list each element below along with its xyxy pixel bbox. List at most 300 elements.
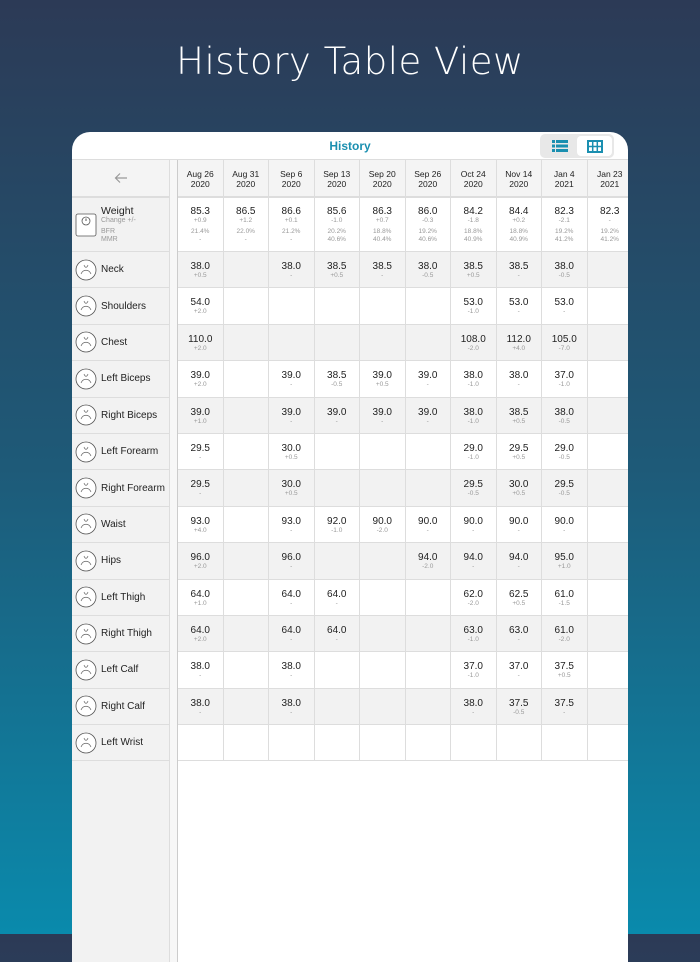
- date-year: 2020: [509, 179, 529, 189]
- table-cell[interactable]: [497, 725, 543, 760]
- date-header[interactable]: [315, 160, 361, 196]
- table-cell[interactable]: [497, 616, 543, 651]
- table-cell[interactable]: [588, 543, 629, 578]
- cell-change: -: [199, 453, 202, 461]
- date-header[interactable]: [224, 160, 270, 196]
- table-cell[interactable]: [588, 325, 629, 360]
- row-label-right-thigh[interactable]: [72, 616, 169, 652]
- cell-value: 38.5: [327, 370, 347, 382]
- weight-bfr: 18.8%: [509, 228, 528, 235]
- body-part-icon: [75, 732, 97, 754]
- measurement-label: [72, 252, 124, 287]
- cell-change: -1.0: [467, 672, 479, 680]
- table-cell[interactable]: [406, 543, 452, 578]
- date-header[interactable]: [406, 160, 452, 196]
- table-cell[interactable]: [360, 725, 406, 760]
- weight-cell[interactable]: [360, 198, 406, 251]
- row-label-chest[interactable]: [72, 325, 169, 361]
- measurement-label: [72, 652, 138, 687]
- table-cell[interactable]: [315, 725, 361, 760]
- table-cell[interactable]: [451, 252, 497, 287]
- table-cell[interactable]: [178, 398, 224, 433]
- table-cell[interactable]: [406, 580, 452, 615]
- table-cell[interactable]: [406, 434, 452, 469]
- table-cell[interactable]: [588, 580, 629, 615]
- history-card: [72, 132, 628, 962]
- table-cell[interactable]: [224, 616, 270, 651]
- table-cell[interactable]: [269, 725, 315, 760]
- table-cell[interactable]: [178, 580, 224, 615]
- cell-value: 53.0: [463, 297, 483, 309]
- cell-change: +0.5: [512, 417, 526, 425]
- cell-value: 39.0: [418, 370, 438, 382]
- cell-change: -: [563, 526, 566, 534]
- table-cell[interactable]: [451, 507, 497, 542]
- table-cell[interactable]: [178, 689, 224, 724]
- table-cell[interactable]: [360, 616, 406, 651]
- cell-value: 64.0: [327, 624, 347, 636]
- table-cell[interactable]: [360, 252, 406, 287]
- weight-bfr: 18.8%: [464, 228, 483, 235]
- table-cell[interactable]: [542, 507, 588, 542]
- table-cell[interactable]: [224, 361, 270, 396]
- weight-value: 85.6: [327, 206, 347, 217]
- row-label-waist[interactable]: [72, 507, 169, 543]
- date-year: 2020: [418, 179, 438, 189]
- weight-change: +0.7: [375, 217, 389, 224]
- weight-cell[interactable]: [497, 198, 543, 251]
- table-cell[interactable]: [178, 543, 224, 578]
- table-cell[interactable]: [360, 361, 406, 396]
- weight-cell[interactable]: [315, 198, 361, 251]
- cell-value: 37.5: [554, 697, 574, 709]
- measurement-label: [72, 434, 158, 469]
- cell-change: +1.0: [193, 417, 207, 425]
- table-cell[interactable]: [542, 543, 588, 578]
- date-header[interactable]: [451, 160, 497, 196]
- weight-mmr: 41.2%: [600, 236, 619, 243]
- table-cell[interactable]: [406, 470, 452, 505]
- table-cell[interactable]: [315, 689, 361, 724]
- cell-value: 38.0: [554, 261, 574, 272]
- table-cell[interactable]: [497, 252, 543, 287]
- table-cell[interactable]: [497, 361, 543, 396]
- table-cell[interactable]: [360, 288, 406, 323]
- cell-change: -: [426, 417, 429, 425]
- table-cell[interactable]: [360, 652, 406, 687]
- table-cell[interactable]: [178, 288, 224, 323]
- table-cell[interactable]: [224, 252, 270, 287]
- cell-value: 39.0: [190, 406, 210, 418]
- measurement-row-right-forearm: [178, 470, 628, 506]
- table-cell[interactable]: [269, 543, 315, 578]
- cell-value: 112.0: [506, 333, 531, 345]
- cell-value: 29.5: [509, 442, 529, 454]
- table-cell[interactable]: [406, 689, 452, 724]
- table-cell[interactable]: [588, 689, 629, 724]
- table-cell[interactable]: [178, 434, 224, 469]
- measurement-row-chest: [178, 325, 628, 361]
- table-cell[interactable]: [406, 288, 452, 323]
- weight-mmr: -: [244, 236, 247, 243]
- date-day: Sep 26: [414, 169, 442, 179]
- cell-change: -: [290, 599, 293, 607]
- cell-change: -2.0: [376, 526, 388, 534]
- table-cell[interactable]: [497, 507, 543, 542]
- table-cell[interactable]: [451, 288, 497, 323]
- weight-sub2: BFR: [101, 228, 115, 235]
- table-cell[interactable]: [497, 398, 543, 433]
- cell-change: -1.0: [467, 417, 479, 425]
- table-cell[interactable]: [588, 507, 629, 542]
- table-cell[interactable]: [360, 580, 406, 615]
- measurement-label: [72, 543, 121, 578]
- cell-change: -: [517, 526, 520, 534]
- table-cell[interactable]: [224, 288, 270, 323]
- cell-value: 90.0: [463, 515, 483, 527]
- cell-value: 64.0: [281, 588, 301, 600]
- table-cell[interactable]: [497, 470, 543, 505]
- table-cell[interactable]: [224, 470, 270, 505]
- cell-value: 29.5: [554, 479, 574, 491]
- table-cell[interactable]: [406, 616, 452, 651]
- measurement-label: [72, 325, 127, 360]
- table-cell[interactable]: [542, 689, 588, 724]
- left-wrist-label: Left Wrist: [101, 737, 144, 749]
- table-cell[interactable]: [315, 361, 361, 396]
- cell-change: +4.0: [193, 526, 207, 534]
- table-cell[interactable]: [588, 288, 629, 323]
- table-cell[interactable]: [406, 252, 452, 287]
- cell-change: +2.0: [193, 381, 207, 389]
- cell-value: 53.0: [554, 297, 574, 309]
- cell-change: -: [517, 381, 520, 389]
- date-day: Sep 6: [280, 169, 303, 179]
- table-cell[interactable]: [497, 288, 543, 323]
- table-cell[interactable]: [178, 470, 224, 505]
- table-cell[interactable]: [224, 725, 270, 760]
- weight-value: 86.6: [281, 206, 301, 217]
- table-cell[interactable]: [360, 434, 406, 469]
- cell-change: -1.0: [467, 308, 479, 316]
- list-icon: [552, 140, 568, 152]
- date-year: 2021: [600, 179, 620, 189]
- table-cell[interactable]: [315, 288, 361, 323]
- row-label-left-thigh[interactable]: [72, 580, 169, 616]
- table-cell[interactable]: [588, 398, 629, 433]
- table-cell[interactable]: [588, 252, 629, 287]
- table-cell[interactable]: [269, 361, 315, 396]
- page-headline: History Table View: [176, 40, 524, 83]
- table-cell[interactable]: [588, 725, 629, 760]
- date-header[interactable]: [178, 160, 224, 196]
- back-button[interactable]: [72, 160, 169, 198]
- date-header-row: [178, 160, 628, 198]
- table-cell[interactable]: [542, 288, 588, 323]
- date-day: Aug 26: [186, 169, 214, 179]
- cell-value: 38.0: [190, 661, 210, 673]
- cell-value: 61.0: [554, 624, 574, 636]
- table-cell[interactable]: [315, 252, 361, 287]
- table-cell[interactable]: [542, 361, 588, 396]
- cell-value: 63.0: [509, 624, 529, 636]
- table-cell[interactable]: [269, 288, 315, 323]
- measurement-row-left-wrist: [178, 725, 628, 761]
- cell-change: -: [290, 272, 293, 279]
- cell-value: 37.5: [554, 661, 574, 673]
- cell-change: -: [381, 417, 384, 425]
- cell-change: -: [472, 708, 475, 716]
- measurement-row-waist: [178, 507, 628, 543]
- weight-value: 82.3: [600, 206, 620, 217]
- cell-change: -: [290, 635, 293, 643]
- table-cell[interactable]: [451, 470, 497, 505]
- table-cell[interactable]: [360, 470, 406, 505]
- table-cell[interactable]: [542, 616, 588, 651]
- weight-sub3: MMR: [101, 236, 118, 243]
- table-cell[interactable]: [178, 725, 224, 760]
- cell-value: 39.0: [372, 370, 392, 382]
- table-cell[interactable]: [315, 434, 361, 469]
- table-cell[interactable]: [224, 325, 270, 360]
- table-cell[interactable]: [315, 543, 361, 578]
- table-cell[interactable]: [178, 325, 224, 360]
- cell-change: -: [517, 272, 520, 279]
- row-label-neck[interactable]: [72, 252, 169, 288]
- table-cell[interactable]: [315, 470, 361, 505]
- table-cell[interactable]: [542, 652, 588, 687]
- date-day: Jan 4: [553, 169, 575, 179]
- cell-change: -1.0: [331, 526, 343, 534]
- weight-cell[interactable]: [451, 198, 497, 251]
- table-cell[interactable]: [542, 325, 588, 360]
- table-cell[interactable]: [451, 434, 497, 469]
- table-cell[interactable]: [542, 725, 588, 760]
- left-biceps-label: Left Biceps: [101, 373, 151, 385]
- row-label-left-forearm[interactable]: [72, 434, 169, 470]
- table-cell[interactable]: [360, 325, 406, 360]
- weight-bfr: 19.2%: [418, 228, 437, 235]
- cell-value: 54.0: [190, 297, 210, 309]
- table-cell[interactable]: [315, 616, 361, 651]
- table-cell[interactable]: [451, 616, 497, 651]
- measurement-label: [72, 725, 143, 760]
- table-cell[interactable]: [451, 689, 497, 724]
- table-cell[interactable]: [588, 616, 629, 651]
- table-cell[interactable]: [224, 507, 270, 542]
- date-header[interactable]: [588, 160, 629, 196]
- cell-value: 39.0: [418, 406, 438, 418]
- table-cell[interactable]: [315, 580, 361, 615]
- table-cell[interactable]: [178, 252, 224, 287]
- date-day: Sep 13: [323, 169, 351, 179]
- cell-value: 38.5: [372, 261, 392, 272]
- weight-cell[interactable]: [588, 198, 629, 251]
- weight-change: +0.2: [512, 217, 526, 224]
- body-part-icon: [75, 331, 97, 353]
- body-part-icon: [75, 695, 97, 717]
- table-cell[interactable]: [451, 652, 497, 687]
- cell-value: 94.0: [509, 552, 529, 564]
- row-label-right-calf[interactable]: [72, 689, 169, 725]
- table-cell[interactable]: [224, 689, 270, 724]
- table-cell[interactable]: [224, 580, 270, 615]
- row-label-left-biceps[interactable]: [72, 361, 169, 397]
- grid-view-button[interactable]: [577, 136, 612, 156]
- cell-change: -: [426, 526, 429, 534]
- weight-mmr: 40.9%: [509, 236, 528, 243]
- table-cell[interactable]: [542, 434, 588, 469]
- table-cell[interactable]: [451, 398, 497, 433]
- cell-change: -0.5: [422, 272, 434, 279]
- table-cell[interactable]: [315, 325, 361, 360]
- date-header[interactable]: [497, 160, 543, 196]
- table-cell[interactable]: [588, 470, 629, 505]
- weight-title: Weight: [101, 205, 134, 217]
- table-cell[interactable]: [315, 398, 361, 433]
- date-day: Nov 14: [505, 169, 533, 179]
- table-cell[interactable]: [178, 507, 224, 542]
- date-year: 2020: [190, 179, 210, 189]
- column-divider: [170, 160, 178, 962]
- weight-mmr: -: [199, 236, 202, 243]
- table-cell[interactable]: [588, 652, 629, 687]
- table-cell[interactable]: [497, 652, 543, 687]
- table-cell[interactable]: [451, 325, 497, 360]
- table-cell[interactable]: [224, 652, 270, 687]
- cell-value: 38.0: [281, 697, 301, 709]
- weight-bfr: 21.2%: [282, 228, 301, 235]
- table-cell[interactable]: [497, 543, 543, 578]
- table-cell[interactable]: [178, 361, 224, 396]
- row-label-left-calf[interactable]: [72, 652, 169, 688]
- table-cell[interactable]: [406, 398, 452, 433]
- table-cell[interactable]: [178, 652, 224, 687]
- list-view-button[interactable]: [542, 136, 577, 156]
- table-cell[interactable]: [360, 543, 406, 578]
- table-cell[interactable]: [497, 580, 543, 615]
- table-cell[interactable]: [315, 507, 361, 542]
- weight-cell[interactable]: [178, 198, 224, 251]
- table-cell[interactable]: [269, 580, 315, 615]
- table-cell[interactable]: [269, 470, 315, 505]
- date-header[interactable]: [360, 160, 406, 196]
- table-cell[interactable]: [406, 725, 452, 760]
- row-label-hips[interactable]: [72, 543, 169, 579]
- weight-mmr: 40.4%: [373, 236, 392, 243]
- table-cell[interactable]: [224, 398, 270, 433]
- cell-change: +0.5: [375, 381, 389, 389]
- cell-change: +0.5: [330, 272, 344, 279]
- table-cell[interactable]: [497, 325, 543, 360]
- table-cell[interactable]: [406, 507, 452, 542]
- table-cell[interactable]: [406, 361, 452, 396]
- weight-mmr: 40.6%: [327, 236, 346, 243]
- table-cell[interactable]: [269, 434, 315, 469]
- row-label-shoulders[interactable]: [72, 288, 169, 324]
- cell-change: -: [517, 308, 520, 316]
- table-cell[interactable]: [542, 398, 588, 433]
- table-cell[interactable]: [360, 507, 406, 542]
- table-cell[interactable]: [269, 689, 315, 724]
- left-forearm-label: Left Forearm: [101, 446, 159, 458]
- measurement-label: [72, 361, 150, 396]
- table-cell[interactable]: [542, 252, 588, 287]
- row-label-right-forearm[interactable]: [72, 470, 169, 506]
- table-cell[interactable]: [269, 652, 315, 687]
- date-year: 2020: [327, 179, 347, 189]
- date-header[interactable]: [542, 160, 588, 196]
- measurement-row-left-thigh: [178, 580, 628, 616]
- table-cell[interactable]: [269, 616, 315, 651]
- cell-value: 53.0: [509, 297, 529, 309]
- table-cell[interactable]: [406, 325, 452, 360]
- table-cell[interactable]: [360, 689, 406, 724]
- table-cell[interactable]: [542, 580, 588, 615]
- table-cell[interactable]: [224, 434, 270, 469]
- cell-change: -: [426, 381, 429, 389]
- weight-cell[interactable]: [542, 198, 588, 251]
- table-cell[interactable]: [451, 543, 497, 578]
- neck-label: Neck: [101, 264, 124, 276]
- cell-value: 93.0: [190, 515, 210, 527]
- row-label-left-wrist[interactable]: [72, 725, 169, 761]
- date-year: 2020: [372, 179, 392, 189]
- cell-value: 95.0: [554, 552, 574, 564]
- table-cell[interactable]: [451, 361, 497, 396]
- cell-change: +0.5: [557, 672, 571, 680]
- table-cell[interactable]: [588, 361, 629, 396]
- table-cell[interactable]: [451, 580, 497, 615]
- cell-change: -: [199, 708, 202, 716]
- weight-cell[interactable]: [224, 198, 270, 251]
- weight-label-cell[interactable]: [72, 198, 169, 252]
- cell-value: 39.0: [281, 406, 301, 418]
- cell-value: 38.0: [281, 261, 301, 272]
- cell-change: +0.5: [284, 453, 298, 461]
- table-cell[interactable]: [497, 689, 543, 724]
- body-part-icon: [75, 623, 97, 645]
- weight-change: -1.8: [467, 217, 479, 224]
- table-cell[interactable]: [588, 434, 629, 469]
- table-cell[interactable]: [360, 398, 406, 433]
- cell-value: 37.0: [463, 661, 483, 673]
- row-label-right-biceps[interactable]: [72, 398, 169, 434]
- table-cell[interactable]: [497, 434, 543, 469]
- date-header[interactable]: [269, 160, 315, 196]
- weight-cell[interactable]: [406, 198, 452, 251]
- table-cell[interactable]: [269, 398, 315, 433]
- body-part-icon: [75, 586, 97, 608]
- table-cell[interactable]: [315, 652, 361, 687]
- body-part-icon: [75, 659, 97, 681]
- table-cell[interactable]: [542, 470, 588, 505]
- cell-value: 62.0: [463, 588, 483, 600]
- date-day: Oct 24: [460, 169, 486, 179]
- cell-change: -0.5: [558, 272, 570, 279]
- table-cell[interactable]: [406, 652, 452, 687]
- table-cell[interactable]: [178, 616, 224, 651]
- left-thigh-label: Left Thigh: [101, 591, 146, 603]
- table-cell[interactable]: [269, 252, 315, 287]
- weight-cell[interactable]: [269, 198, 315, 251]
- table-cell[interactable]: [269, 325, 315, 360]
- table-cell[interactable]: [224, 543, 270, 578]
- weight-bfr: 19.2%: [555, 228, 574, 235]
- table-cell[interactable]: [451, 725, 497, 760]
- cell-value: 105.0: [551, 333, 577, 345]
- table-cell[interactable]: [269, 507, 315, 542]
